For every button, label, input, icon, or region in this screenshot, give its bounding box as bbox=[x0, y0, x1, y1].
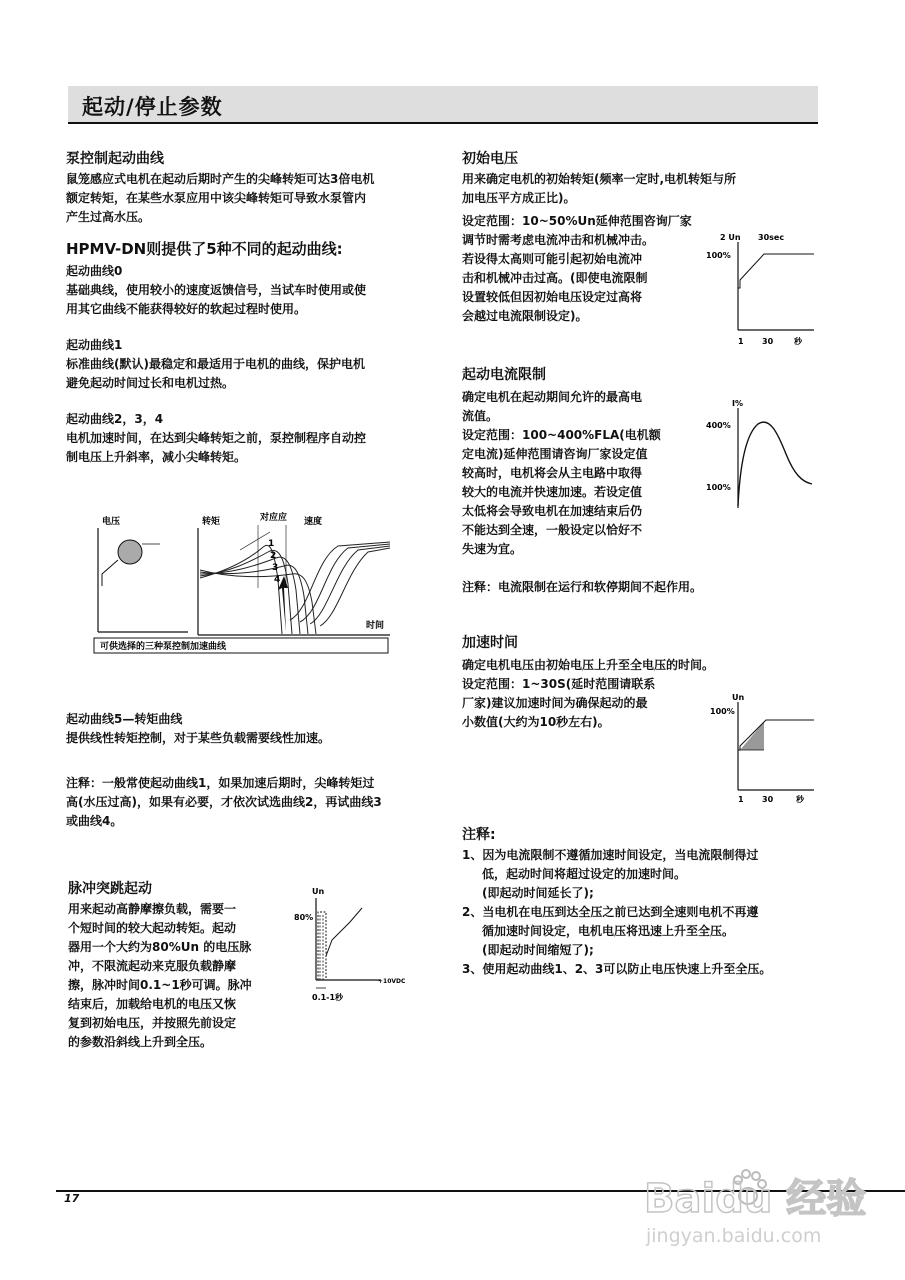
initial-body bbox=[462, 170, 736, 208]
current-body-line: 不能达到全速，一般设定以恰好不 bbox=[462, 523, 643, 537]
curve1-body-line: 避免起动时间过长和电机过热。 bbox=[66, 376, 235, 390]
initial-x-tick: 1 bbox=[738, 337, 744, 346]
kick-level-label: 80% bbox=[294, 913, 314, 922]
current-heading: 起动电流限制 bbox=[462, 367, 546, 383]
watermark-main: Baidu 经验 bbox=[644, 1176, 867, 1222]
accel-body-line: 确定电机电压由初始电压上升至全电压的时间。 bbox=[462, 658, 715, 672]
notes-item: 低，起动时间将超过设定的加速时间。 bbox=[482, 867, 687, 881]
curve5-body-line: 提供线性转矩控制，对于某些负载需要线性加速。 bbox=[66, 731, 331, 745]
page-title: 起动/停止参数 bbox=[82, 95, 223, 119]
corresponding-label: 对应应 bbox=[260, 513, 288, 523]
kick-pulse-label: 0.1-1秒 bbox=[312, 993, 344, 1002]
curve234-section bbox=[66, 410, 366, 467]
curve234-body-line: 电机加速时间，在达到尖峰转矩之前，泵控制程序自动控 bbox=[66, 431, 367, 445]
initial-time-label: 30sec bbox=[758, 233, 785, 242]
speed-label: 速度 bbox=[304, 517, 323, 527]
page-number: 17 bbox=[64, 1192, 80, 1205]
torque-speed-subplot bbox=[198, 525, 390, 635]
accel-heading: 加速时间 bbox=[462, 635, 518, 651]
hpmv-heading: HPMV-DN则提供了5种不同的起动曲线: bbox=[66, 240, 343, 258]
notes-list bbox=[462, 846, 771, 979]
accel-x-tick: 30 bbox=[762, 795, 774, 804]
baidu-watermark bbox=[640, 1150, 902, 1260]
current-body-line: 确定电机在起动期间允许的最高电 bbox=[462, 390, 643, 404]
accel-x-tick: 1 bbox=[738, 795, 744, 804]
pump-body-line: 鼠笼感应式电机在起动后期时产生的尖峰转矩可达3倍电机 bbox=[66, 172, 375, 186]
page-title-bar bbox=[68, 86, 818, 124]
pump-curve-figure bbox=[90, 500, 400, 660]
current-note: 注释：电流限制在运行和软停期间不起作用。 bbox=[462, 580, 703, 594]
figure-caption: 可供选择的三种泵控制加速曲线 bbox=[100, 642, 227, 652]
initial-level-label: 100% bbox=[706, 251, 731, 260]
accel-body bbox=[462, 656, 714, 732]
accel-y-label: Un bbox=[732, 693, 745, 702]
current-body-line: 太低将会导致电机在加速结束后仍 bbox=[462, 504, 643, 518]
curve5-title: 起动曲线5—转矩曲线 bbox=[66, 712, 183, 726]
voltage-subplot bbox=[98, 528, 188, 632]
kick-body bbox=[68, 900, 252, 1052]
pump-body bbox=[66, 170, 374, 227]
notes-item: 1、因为电流限制不遵循加速时间设定，当电流限制得过 bbox=[462, 848, 759, 862]
current-body-line: 较高时，电机将会从主电路中取得 bbox=[462, 466, 643, 480]
kick-start-chart bbox=[290, 884, 410, 1004]
curve-number: 4 bbox=[274, 575, 281, 585]
kick-y-label: Un bbox=[312, 887, 325, 896]
curve234-body-line: 制电压上升斜率，减小尖峰转矩。 bbox=[66, 450, 247, 464]
accel-x-tick: 秒 bbox=[796, 795, 804, 804]
current-high-label: 400% bbox=[706, 421, 731, 430]
initial-range-line: 会越过电流限制设定)。 bbox=[462, 309, 588, 323]
initial-range-line: 击和机械冲击过高。(即使电流限制 bbox=[462, 271, 648, 285]
kick-body-line: 结束后，加载给电机的电压又恢 bbox=[68, 997, 237, 1011]
notes-item: (即起动时间延长了); bbox=[482, 886, 594, 900]
curve1-title: 起动曲线1 bbox=[66, 338, 123, 352]
initial-range bbox=[462, 212, 692, 326]
current-y-label: I% bbox=[732, 399, 743, 408]
kick-body-line: 个短时间的较大起动转矩。起动 bbox=[68, 921, 237, 935]
notes-heading: 注释: bbox=[462, 827, 496, 843]
initial-body-line: 加电压平方成正比)。 bbox=[462, 191, 576, 205]
initial-range-line: 设定范围：10~50%Un延伸范围咨询厂家 bbox=[462, 214, 692, 228]
curve0-body-line: 用其它曲线不能获得较好的软起过程时使用。 bbox=[66, 302, 307, 316]
left-note-line: 注释：一般常使起动曲线1，如果加速后期时，尖峰转矩过 bbox=[66, 776, 375, 790]
kick-body-line: 用来起动高静摩擦负载，需要一 bbox=[68, 902, 237, 916]
current-body-line: 定电流)延伸范围请咨询厂家设定值 bbox=[462, 447, 648, 461]
kick-heading: 脉冲突跳起动 bbox=[68, 881, 152, 897]
curve1-body-line: 标准曲线(默认)最稳定和最适用于电机的曲线，保护电机 bbox=[66, 357, 365, 371]
accel-body-line: 小数值(大约为10秒左右)。 bbox=[462, 715, 610, 729]
kick-body-line: 擦，脉冲时间0.1~1秒可调。脉冲 bbox=[68, 978, 252, 992]
pump-body-line: 产生过高水压。 bbox=[66, 210, 151, 224]
voltage-label: 电压 bbox=[102, 517, 121, 527]
current-limit-chart bbox=[700, 394, 816, 512]
curve0-body-line: 基础典线，使用较小的速度返馈信号，当试车时使用或使 bbox=[66, 283, 367, 297]
left-note-line: 高(水压过高)，如果有必要，才依次试选曲线2，再试曲线3 bbox=[66, 795, 382, 809]
curve-number: 3 bbox=[272, 563, 279, 573]
voltage-region-marker bbox=[118, 540, 142, 564]
kick-body-line: 的参数沿斜线上升到全压。 bbox=[68, 1035, 213, 1049]
notes-item: 循加速时间设定，电机电压将迅速上升至全压。 bbox=[482, 924, 735, 938]
kick-body-line: 冲，不限流起动来克服负载静摩 bbox=[68, 959, 237, 973]
pump-heading: 泵控制起动曲线 bbox=[66, 151, 164, 167]
curve1-section bbox=[66, 336, 365, 393]
accel-time-chart bbox=[706, 690, 816, 808]
curve-number: 2 bbox=[270, 551, 277, 561]
notes-item: 2、当电机在电压到达全压之前已达到全速则电机不再遵 bbox=[462, 905, 759, 919]
accel-level-label: 100% bbox=[710, 707, 735, 716]
current-body-line: 失速为宜。 bbox=[462, 542, 523, 556]
accel-body-line: 厂家)建议加速时间为确保起动的最 bbox=[462, 696, 648, 710]
kick-body-line: 复到初始电压，并按照先前设定 bbox=[68, 1016, 237, 1030]
pump-body-line: 额定转矩，在某些水泵应用中该尖峰转矩可导致水泵管内 bbox=[66, 191, 367, 205]
initial-heading: 初始电压 bbox=[462, 151, 518, 167]
initial-y-label: 2 Un bbox=[720, 233, 741, 242]
initial-range-line: 调节时需考虑电流冲击和机械冲击。 bbox=[462, 233, 655, 247]
notes-item: (即起动时间缩短了); bbox=[482, 943, 594, 957]
time-label: 时间 bbox=[366, 621, 385, 631]
curve0-title: 起动曲线0 bbox=[66, 264, 123, 278]
watermark-url: jingyan.baidu.com bbox=[646, 1225, 822, 1247]
current-body-line: 设定范围：100~400%FLA(电机额 bbox=[462, 428, 661, 442]
accel-body-line: 设定范围：1~30S(延时范围请联系 bbox=[462, 677, 656, 691]
initial-body-line: 用来确定电机的初始转矩(频率一定时,电机转矩与所 bbox=[462, 172, 737, 186]
current-body-line: 流值。 bbox=[462, 409, 499, 423]
curve234-title: 起动曲线2，3，4 bbox=[66, 412, 164, 426]
initial-range-line: 若设得太高则可能引起初始电流冲 bbox=[462, 252, 643, 266]
curve0-section bbox=[66, 262, 366, 319]
left-note bbox=[66, 774, 382, 831]
kick-body-line: 器用一个大约为80%Un 的电压脉 bbox=[68, 940, 252, 954]
initial-voltage-chart bbox=[706, 228, 816, 350]
current-body-line: 较大的电流并快速加速。若设定值 bbox=[462, 485, 643, 499]
initial-x-tick: 30 bbox=[762, 337, 774, 346]
current-low-label: 100% bbox=[706, 483, 731, 492]
left-note-line: 或曲线4。 bbox=[66, 814, 123, 828]
initial-range-line: 设置较低但因初始电压设定过高将 bbox=[462, 290, 643, 304]
curve-number: 1 bbox=[268, 539, 275, 549]
notes-item: 3、使用起动曲线1、2、3可以防止电压快速上升至全压。 bbox=[462, 962, 772, 976]
initial-x-tick: 秒 bbox=[794, 337, 802, 346]
current-body bbox=[462, 388, 661, 559]
kick-signal-label: +10VDC bbox=[378, 978, 406, 985]
curve5-section bbox=[66, 710, 330, 748]
torque-label: 转矩 bbox=[202, 517, 221, 527]
